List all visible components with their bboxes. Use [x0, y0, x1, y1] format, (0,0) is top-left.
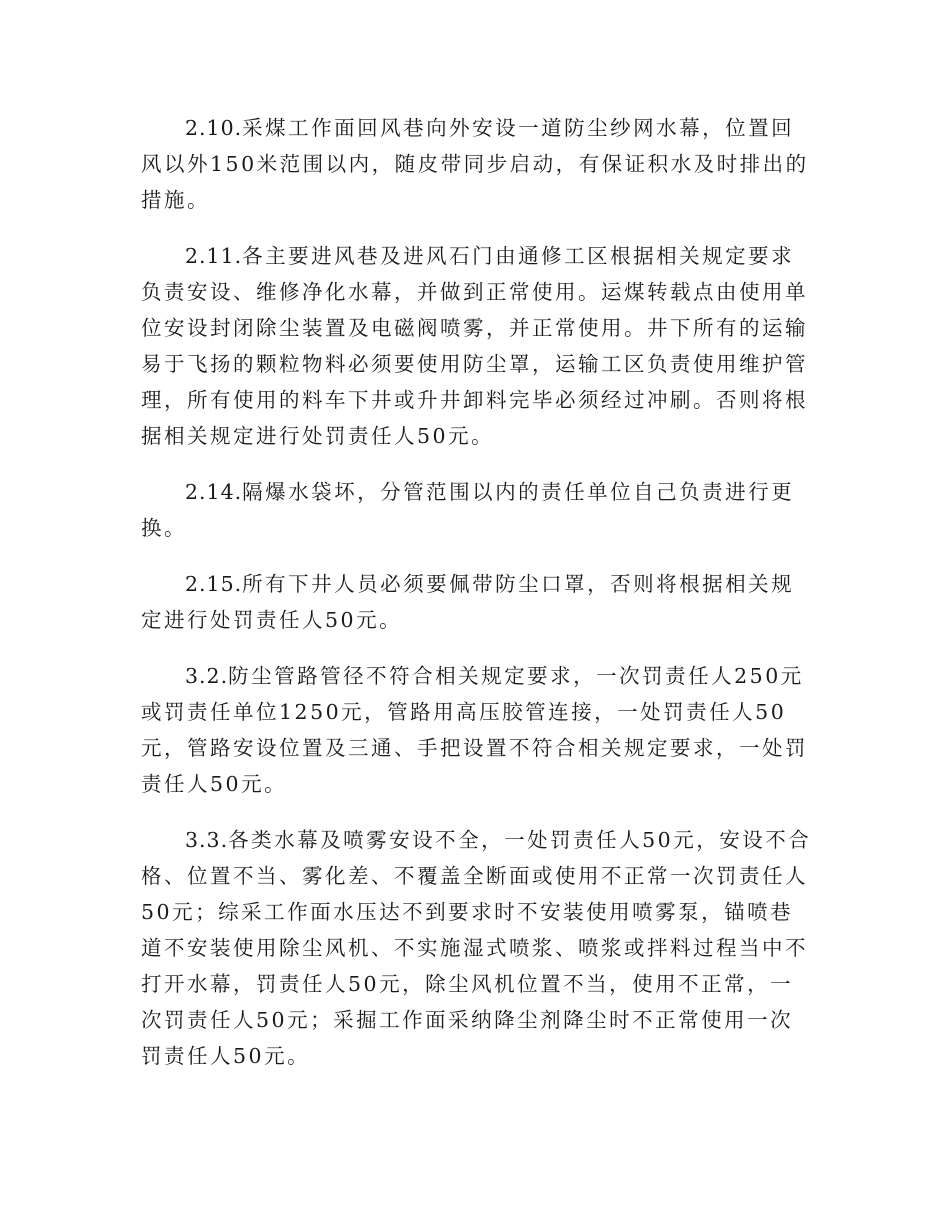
paragraph-2-15 — [141, 566, 813, 638]
document-body — [141, 110, 813, 1094]
paragraph-number: 2.14. — [185, 480, 243, 504]
paragraph-text: 采煤工作面回风巷向外安设一道防尘纱网水幕，位置回风以外150米范围以内，随皮带同步启动，有保证积水及时排出的措施。 — [141, 116, 809, 212]
paragraph-text: 隔爆水袋坏，分管范围以内的责任单位自己负责进行更换。 — [141, 480, 795, 540]
paragraph-number: 2.10. — [185, 116, 243, 140]
paragraph-2-10 — [141, 110, 813, 218]
paragraph-3-3 — [141, 822, 813, 1074]
paragraph-number: 3.3. — [185, 828, 229, 852]
paragraph-text: 各主要进风巷及进风石门由通修工区根据相关规定要求负责安设、维修净化水幕，并做到正常使用。运煤转载点由使用单位安设封闭除尘装置及电磁阀喷雾，并正常使用。井下所有的运输易于飞扬的颗粒物料必须要使用防尘罩，运输工区负责使用维护管理，所有使用的料车下井或升井卸料完毕必须经过冲刷。否则将根据相关规定进行处罚责任人50元。 — [141, 244, 808, 448]
paragraph-number: 3.2. — [185, 664, 229, 688]
paragraph-3-2 — [141, 658, 813, 802]
paragraph-2-11 — [141, 238, 813, 454]
paragraph-text: 所有下井人员必须要佩带防尘口罩，否则将根据相关规定进行处罚责任人50元。 — [141, 572, 795, 632]
paragraph-text: 防尘管路管径不符合相关规定要求，一次罚责任人250元或罚责任单位1250元，管路用高压胶管连接，一处罚责任人50元，管路安设位置及三通、手把设置不符合相关规定要求，一处罚责任人50元。 — [141, 664, 808, 796]
paragraph-number: 2.15. — [185, 572, 243, 596]
paragraph-number: 2.11. — [185, 244, 243, 268]
paragraph-text: 各类水幕及喷雾安设不全，一处罚责任人50元，安设不合格、位置不当、雾化差、不覆盖全断面或使用不正常一次罚责任人50元；综采工作面水压达不到要求时不安装使用喷雾泵，锚喷巷道不安装使用除尘风机、不实施湿式喷浆、喷浆或拌料过程当中不打开水幕，罚责任人50元，除尘风机位置不当，使用不正常，一次罚责任人50元；采掘工作面采纳降尘剂降尘时不正常使用一次罚责任人50元。 — [141, 828, 812, 1068]
paragraph-2-14 — [141, 474, 813, 546]
